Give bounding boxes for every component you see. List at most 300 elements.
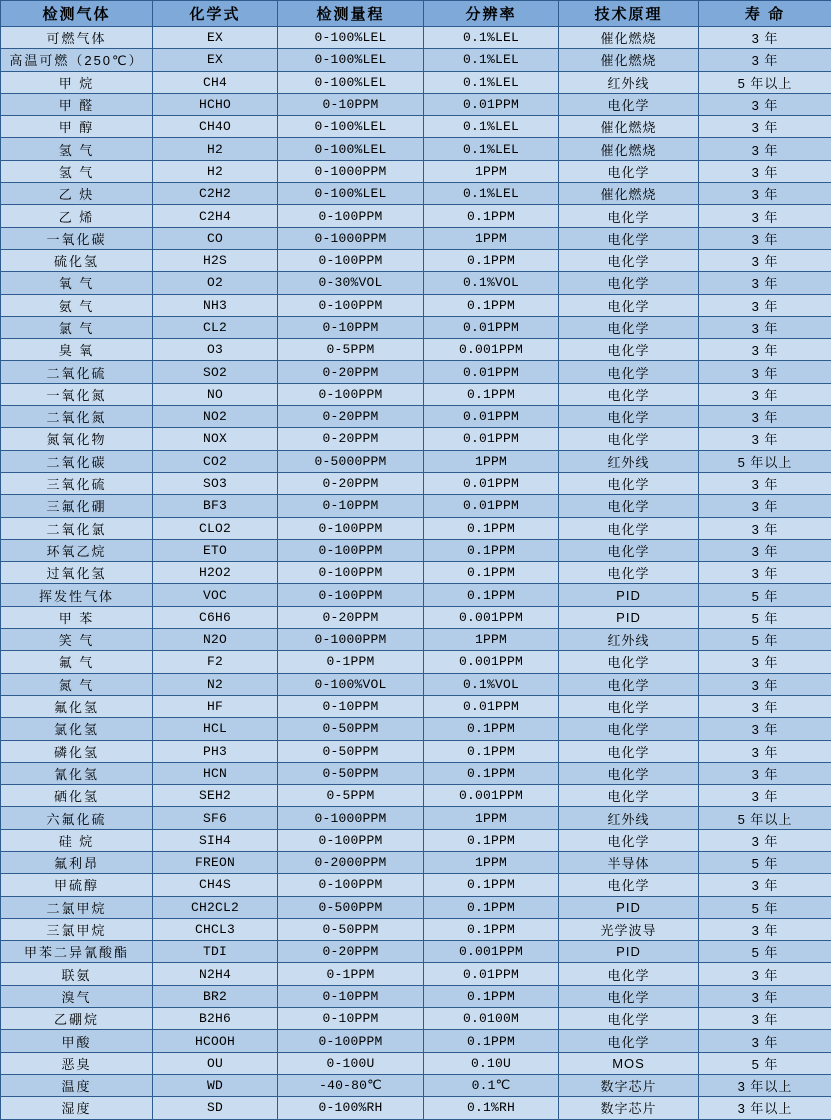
cell-detection-range: 0-1000PPM	[278, 807, 424, 829]
cell-technology: 电化学	[559, 740, 699, 762]
cell-detection-range: 0-5000PPM	[278, 450, 424, 472]
cell-lifespan: 3 年	[699, 138, 831, 160]
cell-detection-range: 0-2000PPM	[278, 851, 424, 873]
cell-lifespan: 3 年	[699, 272, 831, 294]
cell-gas-name: 甲酸	[1, 1030, 153, 1052]
cell-resolution: 1PPM	[424, 227, 559, 249]
cell-resolution: 0.1PPM	[424, 762, 559, 784]
cell-resolution: 0.1PPM	[424, 918, 559, 940]
table-row	[1, 49, 831, 71]
cell-resolution: 1PPM	[424, 450, 559, 472]
cell-detection-range: 0-10PPM	[278, 1008, 424, 1030]
cell-chemical-formula: HCN	[153, 762, 278, 784]
cell-technology: 数字芯片	[559, 1097, 699, 1119]
table-row	[1, 1030, 831, 1052]
table-row	[1, 450, 831, 472]
cell-lifespan: 3 年	[699, 160, 831, 182]
table-row	[1, 183, 831, 205]
cell-detection-range: 0-50PPM	[278, 918, 424, 940]
cell-resolution: 0.1℃	[424, 1074, 559, 1096]
cell-gas-name: 联氨	[1, 963, 153, 985]
cell-chemical-formula: CH2CL2	[153, 896, 278, 918]
cell-chemical-formula: SD	[153, 1097, 278, 1119]
cell-gas-name: 二氧化硫	[1, 361, 153, 383]
cell-lifespan: 3 年	[699, 695, 831, 717]
cell-chemical-formula: EX	[153, 27, 278, 49]
cell-detection-range: 0-500PPM	[278, 896, 424, 918]
cell-lifespan: 3 年	[699, 495, 831, 517]
cell-chemical-formula: HCL	[153, 718, 278, 740]
cell-gas-name: 二氯甲烷	[1, 896, 153, 918]
cell-gas-name: 氢 气	[1, 160, 153, 182]
cell-chemical-formula: SO3	[153, 472, 278, 494]
cell-chemical-formula: SIH4	[153, 829, 278, 851]
cell-detection-range: 0-100PPM	[278, 249, 424, 271]
cell-technology: 电化学	[559, 874, 699, 896]
cell-chemical-formula: CH4S	[153, 874, 278, 896]
table-row	[1, 918, 831, 940]
cell-technology: 红外线	[559, 807, 699, 829]
cell-resolution: 1PPM	[424, 160, 559, 182]
table-row	[1, 138, 831, 160]
cell-technology: 电化学	[559, 339, 699, 361]
cell-detection-range: 0-100%VOL	[278, 673, 424, 695]
cell-detection-range: 0-20PPM	[278, 361, 424, 383]
cell-gas-name: 二氧化碳	[1, 450, 153, 472]
cell-detection-range: 0-1PPM	[278, 963, 424, 985]
cell-detection-range: 0-100U	[278, 1052, 424, 1074]
cell-gas-name: 甲 烷	[1, 71, 153, 93]
cell-chemical-formula: OU	[153, 1052, 278, 1074]
table-row	[1, 428, 831, 450]
cell-resolution: 0.1PPM	[424, 874, 559, 896]
cell-lifespan: 3 年	[699, 93, 831, 115]
cell-resolution: 0.01PPM	[424, 428, 559, 450]
cell-lifespan: 5 年	[699, 606, 831, 628]
cell-lifespan: 3 年	[699, 27, 831, 49]
cell-detection-range: 0-1000PPM	[278, 160, 424, 182]
cell-lifespan: 3 年	[699, 249, 831, 271]
cell-gas-name: 过氧化氢	[1, 562, 153, 584]
cell-detection-range: 0-100PPM	[278, 1030, 424, 1052]
table-row	[1, 539, 831, 561]
cell-detection-range: 0-100PPM	[278, 539, 424, 561]
cell-gas-name: 乙 烯	[1, 205, 153, 227]
cell-resolution: 0.001PPM	[424, 606, 559, 628]
column-header-technology: 技术原理	[559, 1, 699, 27]
cell-lifespan: 3 年	[699, 762, 831, 784]
cell-lifespan: 3 年	[699, 294, 831, 316]
table-row	[1, 361, 831, 383]
cell-technology: 电化学	[559, 718, 699, 740]
cell-detection-range: 0-20PPM	[278, 406, 424, 428]
table-row	[1, 740, 831, 762]
cell-detection-range: 0-1000PPM	[278, 629, 424, 651]
cell-resolution: 0.1PPM	[424, 740, 559, 762]
cell-detection-range: 0-100PPM	[278, 383, 424, 405]
cell-detection-range: 0-100%LEL	[278, 71, 424, 93]
cell-chemical-formula: HF	[153, 695, 278, 717]
cell-lifespan: 3 年	[699, 562, 831, 584]
cell-gas-name: 甲 苯	[1, 606, 153, 628]
cell-resolution: 0.1PPM	[424, 985, 559, 1007]
table-row	[1, 339, 831, 361]
cell-resolution: 0.001PPM	[424, 941, 559, 963]
cell-technology: PID	[559, 606, 699, 628]
cell-technology: 催化燃烧	[559, 138, 699, 160]
table-body	[1, 27, 831, 1120]
table-row	[1, 116, 831, 138]
cell-gas-name: 磷化氢	[1, 740, 153, 762]
cell-detection-range: 0-20PPM	[278, 428, 424, 450]
cell-gas-name: 湿度	[1, 1097, 153, 1119]
cell-technology: 催化燃烧	[559, 116, 699, 138]
cell-gas-name: 氮氧化物	[1, 428, 153, 450]
table-row	[1, 1097, 831, 1119]
cell-lifespan: 3 年	[699, 874, 831, 896]
cell-gas-name: 三氟化硼	[1, 495, 153, 517]
cell-chemical-formula: H2	[153, 160, 278, 182]
cell-gas-name: 氟 气	[1, 651, 153, 673]
cell-chemical-formula: NO2	[153, 406, 278, 428]
cell-lifespan: 5 年以上	[699, 71, 831, 93]
cell-gas-name: 氟化氢	[1, 695, 153, 717]
table-row	[1, 495, 831, 517]
table-row	[1, 829, 831, 851]
table-row	[1, 316, 831, 338]
table-row	[1, 249, 831, 271]
cell-gas-name: 氧 气	[1, 272, 153, 294]
cell-gas-name: 臭 氧	[1, 339, 153, 361]
cell-chemical-formula: ETO	[153, 539, 278, 561]
cell-chemical-formula: C2H4	[153, 205, 278, 227]
cell-detection-range: 0-50PPM	[278, 762, 424, 784]
cell-chemical-formula: SEH2	[153, 785, 278, 807]
cell-technology: 电化学	[559, 495, 699, 517]
cell-lifespan: 5 年以上	[699, 450, 831, 472]
cell-chemical-formula: F2	[153, 651, 278, 673]
cell-technology: PID	[559, 941, 699, 963]
cell-lifespan: 5 年	[699, 851, 831, 873]
cell-technology: 电化学	[559, 383, 699, 405]
cell-technology: 红外线	[559, 71, 699, 93]
cell-technology: 红外线	[559, 629, 699, 651]
table-row	[1, 472, 831, 494]
cell-lifespan: 5 年	[699, 629, 831, 651]
cell-gas-name: 六氟化硫	[1, 807, 153, 829]
cell-detection-range: 0-1PPM	[278, 651, 424, 673]
cell-detection-range: 0-10PPM	[278, 93, 424, 115]
cell-detection-range: 0-20PPM	[278, 606, 424, 628]
cell-lifespan: 3 年	[699, 183, 831, 205]
cell-chemical-formula: CH4O	[153, 116, 278, 138]
cell-technology: 电化学	[559, 227, 699, 249]
cell-resolution: 0.1%LEL	[424, 116, 559, 138]
cell-detection-range: 0-10PPM	[278, 695, 424, 717]
column-header-resolution: 分辨率	[424, 1, 559, 27]
cell-detection-range: 0-100%LEL	[278, 27, 424, 49]
cell-gas-name: 氰化氢	[1, 762, 153, 784]
cell-technology: 电化学	[559, 963, 699, 985]
cell-technology: 电化学	[559, 272, 699, 294]
cell-technology: 电化学	[559, 1008, 699, 1030]
cell-chemical-formula: N2H4	[153, 963, 278, 985]
cell-resolution: 0.1PPM	[424, 1030, 559, 1052]
cell-gas-name: 温度	[1, 1074, 153, 1096]
cell-detection-range: 0-5PPM	[278, 785, 424, 807]
cell-technology: 电化学	[559, 785, 699, 807]
table-row	[1, 93, 831, 115]
cell-detection-range: 0-100%LEL	[278, 49, 424, 71]
table-header	[1, 1, 831, 27]
cell-technology: 催化燃烧	[559, 49, 699, 71]
cell-chemical-formula: VOC	[153, 584, 278, 606]
cell-lifespan: 3 年	[699, 785, 831, 807]
cell-gas-name: 硅 烷	[1, 829, 153, 851]
cell-chemical-formula: N2	[153, 673, 278, 695]
cell-resolution: 0.001PPM	[424, 651, 559, 673]
cell-resolution: 0.1PPM	[424, 718, 559, 740]
table-row	[1, 517, 831, 539]
cell-lifespan: 5 年以上	[699, 807, 831, 829]
cell-chemical-formula: TDI	[153, 941, 278, 963]
cell-resolution: 0.1PPM	[424, 584, 559, 606]
cell-detection-range: 0-100PPM	[278, 562, 424, 584]
cell-lifespan: 3 年	[699, 718, 831, 740]
cell-lifespan: 3 年	[699, 517, 831, 539]
cell-resolution: 0.1PPM	[424, 517, 559, 539]
cell-detection-range: 0-100PPM	[278, 829, 424, 851]
cell-lifespan: 5 年	[699, 941, 831, 963]
cell-gas-name: 可燃气体	[1, 27, 153, 49]
cell-lifespan: 3 年	[699, 406, 831, 428]
table-row	[1, 762, 831, 784]
cell-gas-name: 甲硫醇	[1, 874, 153, 896]
cell-technology: 电化学	[559, 160, 699, 182]
cell-detection-range: 0-50PPM	[278, 718, 424, 740]
cell-chemical-formula: SO2	[153, 361, 278, 383]
cell-detection-range: 0-100%LEL	[278, 183, 424, 205]
cell-detection-range: 0-100PPM	[278, 517, 424, 539]
cell-resolution: 0.01PPM	[424, 361, 559, 383]
cell-lifespan: 3 年	[699, 918, 831, 940]
cell-technology: 电化学	[559, 361, 699, 383]
cell-resolution: 0.1PPM	[424, 205, 559, 227]
cell-chemical-formula: CL2	[153, 316, 278, 338]
cell-gas-name: 氮 气	[1, 673, 153, 695]
cell-resolution: 0.01PPM	[424, 472, 559, 494]
cell-gas-name: 三氯甲烷	[1, 918, 153, 940]
table-row	[1, 383, 831, 405]
cell-lifespan: 3 年	[699, 829, 831, 851]
cell-lifespan: 3 年	[699, 1008, 831, 1030]
cell-detection-range: 0-10PPM	[278, 495, 424, 517]
cell-detection-range: 0-50PPM	[278, 740, 424, 762]
cell-lifespan: 3 年	[699, 49, 831, 71]
cell-lifespan: 3 年	[699, 116, 831, 138]
table-row	[1, 584, 831, 606]
column-header-detection-range: 检测量程	[278, 1, 424, 27]
cell-resolution: 0.1%LEL	[424, 138, 559, 160]
table-row	[1, 160, 831, 182]
cell-technology: 光学波导	[559, 918, 699, 940]
cell-technology: 半导体	[559, 851, 699, 873]
table-row	[1, 606, 831, 628]
cell-technology: PID	[559, 584, 699, 606]
cell-technology: 电化学	[559, 1030, 699, 1052]
cell-technology: 电化学	[559, 985, 699, 1007]
cell-detection-range: 0-1000PPM	[278, 227, 424, 249]
cell-detection-range: 0-100PPM	[278, 205, 424, 227]
cell-gas-name: 氯 气	[1, 316, 153, 338]
cell-resolution: 0.001PPM	[424, 339, 559, 361]
cell-technology: 红外线	[559, 450, 699, 472]
table-row	[1, 718, 831, 740]
cell-detection-range: 0-10PPM	[278, 985, 424, 1007]
cell-resolution: 1PPM	[424, 807, 559, 829]
cell-resolution: 0.1PPM	[424, 383, 559, 405]
cell-lifespan: 3 年	[699, 383, 831, 405]
cell-detection-range: 0-5PPM	[278, 339, 424, 361]
table-row	[1, 294, 831, 316]
cell-gas-name: 高温可燃（250℃）	[1, 49, 153, 71]
cell-resolution: 0.1%LEL	[424, 183, 559, 205]
cell-technology: 电化学	[559, 406, 699, 428]
cell-detection-range: 0-100PPM	[278, 874, 424, 896]
cell-gas-name: 乙硼烷	[1, 1008, 153, 1030]
cell-lifespan: 3 年	[699, 651, 831, 673]
cell-gas-name: 甲苯二异氰酸酯	[1, 941, 153, 963]
cell-detection-range: 0-100PPM	[278, 294, 424, 316]
cell-lifespan: 3 年	[699, 339, 831, 361]
table-row	[1, 272, 831, 294]
cell-resolution: 0.1PPM	[424, 294, 559, 316]
table-row	[1, 562, 831, 584]
cell-technology: 电化学	[559, 472, 699, 494]
cell-technology: 电化学	[559, 249, 699, 271]
table-row	[1, 27, 831, 49]
cell-resolution: 0.01PPM	[424, 495, 559, 517]
cell-resolution: 0.1PPM	[424, 562, 559, 584]
cell-detection-range: 0-20PPM	[278, 472, 424, 494]
cell-technology: MOS	[559, 1052, 699, 1074]
cell-chemical-formula: HCOOH	[153, 1030, 278, 1052]
table-row	[1, 874, 831, 896]
cell-chemical-formula: BR2	[153, 985, 278, 1007]
cell-chemical-formula: WD	[153, 1074, 278, 1096]
cell-gas-name: 一氧化氮	[1, 383, 153, 405]
cell-gas-name: 恶臭	[1, 1052, 153, 1074]
cell-chemical-formula: PH3	[153, 740, 278, 762]
cell-technology: 电化学	[559, 316, 699, 338]
cell-gas-name: 三氧化硫	[1, 472, 153, 494]
table-row	[1, 406, 831, 428]
column-header-chemical-formula: 化学式	[153, 1, 278, 27]
table-row	[1, 1008, 831, 1030]
cell-lifespan: 3 年	[699, 985, 831, 1007]
cell-chemical-formula: SF6	[153, 807, 278, 829]
table-row	[1, 785, 831, 807]
cell-technology: 催化燃烧	[559, 27, 699, 49]
cell-detection-range: 0-30%VOL	[278, 272, 424, 294]
cell-chemical-formula: BF3	[153, 495, 278, 517]
cell-resolution: 0.01PPM	[424, 406, 559, 428]
cell-gas-name: 乙 炔	[1, 183, 153, 205]
cell-gas-name: 氯化氢	[1, 718, 153, 740]
table-header-row	[1, 1, 831, 27]
table-row	[1, 985, 831, 1007]
cell-lifespan: 3 年	[699, 1030, 831, 1052]
cell-detection-range: 0-10PPM	[278, 316, 424, 338]
cell-lifespan: 3 年	[699, 963, 831, 985]
cell-resolution: 0.10U	[424, 1052, 559, 1074]
cell-gas-name: 笑 气	[1, 629, 153, 651]
cell-chemical-formula: CO2	[153, 450, 278, 472]
cell-chemical-formula: C6H6	[153, 606, 278, 628]
cell-resolution: 0.1PPM	[424, 249, 559, 271]
cell-lifespan: 3 年	[699, 316, 831, 338]
table-row	[1, 629, 831, 651]
cell-technology: 电化学	[559, 93, 699, 115]
cell-technology: 电化学	[559, 651, 699, 673]
cell-lifespan: 3 年	[699, 539, 831, 561]
cell-gas-name: 氨 气	[1, 294, 153, 316]
cell-resolution: 0.001PPM	[424, 785, 559, 807]
cell-technology: 电化学	[559, 829, 699, 851]
cell-gas-name: 硒化氢	[1, 785, 153, 807]
cell-chemical-formula: EX	[153, 49, 278, 71]
table-row	[1, 851, 831, 873]
cell-technology: PID	[559, 896, 699, 918]
table-row	[1, 651, 831, 673]
cell-resolution: 0.1%LEL	[424, 49, 559, 71]
cell-lifespan: 3 年以上	[699, 1097, 831, 1119]
cell-resolution: 0.1%LEL	[424, 71, 559, 93]
cell-technology: 电化学	[559, 562, 699, 584]
table-row	[1, 896, 831, 918]
cell-lifespan: 3 年	[699, 428, 831, 450]
cell-resolution: 0.0100M	[424, 1008, 559, 1030]
cell-resolution: 0.01PPM	[424, 963, 559, 985]
cell-lifespan: 3 年	[699, 205, 831, 227]
cell-resolution: 0.1PPM	[424, 829, 559, 851]
cell-chemical-formula: HCHO	[153, 93, 278, 115]
cell-technology: 数字芯片	[559, 1074, 699, 1096]
cell-resolution: 1PPM	[424, 851, 559, 873]
cell-technology: 电化学	[559, 673, 699, 695]
cell-chemical-formula: N2O	[153, 629, 278, 651]
cell-resolution: 0.01PPM	[424, 93, 559, 115]
cell-chemical-formula: CHCL3	[153, 918, 278, 940]
table-row	[1, 227, 831, 249]
cell-resolution: 0.01PPM	[424, 316, 559, 338]
cell-lifespan: 3 年	[699, 472, 831, 494]
cell-detection-range: 0-100%LEL	[278, 138, 424, 160]
cell-chemical-formula: O2	[153, 272, 278, 294]
cell-chemical-formula: CO	[153, 227, 278, 249]
cell-chemical-formula: B2H6	[153, 1008, 278, 1030]
cell-chemical-formula: CH4	[153, 71, 278, 93]
cell-technology: 电化学	[559, 517, 699, 539]
cell-chemical-formula: NH3	[153, 294, 278, 316]
cell-gas-name: 硫化氢	[1, 249, 153, 271]
cell-detection-range: 0-100%LEL	[278, 116, 424, 138]
cell-chemical-formula: H2	[153, 138, 278, 160]
cell-resolution: 0.1%RH	[424, 1097, 559, 1119]
cell-chemical-formula: NOX	[153, 428, 278, 450]
table-row	[1, 695, 831, 717]
table-row	[1, 1074, 831, 1096]
